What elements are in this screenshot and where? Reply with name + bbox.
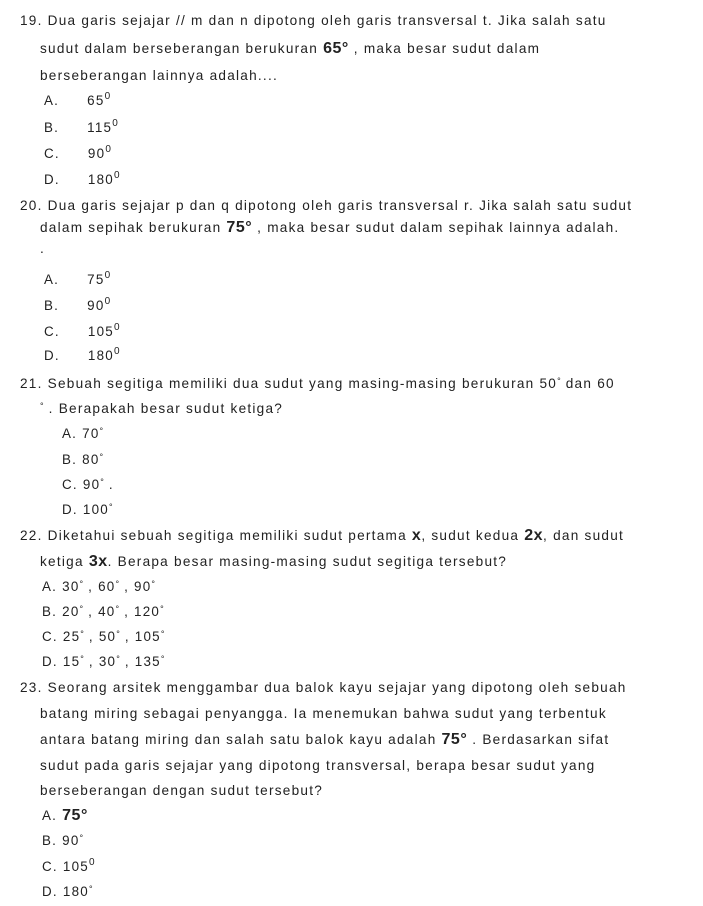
degree-mark: 0 — [114, 346, 120, 357]
option-value: 180 — [62, 884, 89, 899]
option-letter: A. — [42, 579, 58, 594]
option-value: 180 — [87, 172, 114, 187]
question-20-option-b[interactable] — [44, 297, 110, 317]
variable-3x: 3x — [88, 553, 108, 570]
question-20-option-d[interactable] — [44, 347, 120, 367]
option-letter: D. — [44, 172, 60, 187]
option-tail: . — [103, 477, 114, 492]
degree-mark: 0 — [104, 91, 111, 102]
option-value: 75° — [62, 807, 88, 824]
question-20-option-a[interactable] — [44, 271, 110, 291]
question-21-option-d[interactable] — [62, 501, 113, 520]
degree-mark: ° — [80, 629, 84, 639]
question-19-line-2 — [40, 40, 540, 58]
question-23-text: antara batang miring dan salah satu balok kayu adalah — [40, 732, 442, 747]
question-19-option-b[interactable] — [44, 119, 118, 139]
question-23-option-a[interactable] — [42, 807, 88, 825]
question-19-option-c[interactable] — [44, 145, 111, 165]
question-22-text-tail: , dan sudut — [543, 528, 625, 543]
angle-1: 25 — [62, 629, 81, 644]
question-23-line-2: batang miring sebagai penyangga. Ia menemukan bahwa sudut yang terbentuk — [40, 706, 607, 721]
option-value: 105 — [62, 859, 89, 874]
separator: , — [83, 654, 99, 669]
question-22-text-2: ketiga — [40, 554, 89, 569]
question-22-line-1 — [20, 527, 624, 545]
question-19-line-1: 19. Dua garis sejajar // m dan n dipotong oleh garis transversal t. Jika salah satu — [20, 13, 607, 28]
angle-2: 50 — [98, 629, 117, 644]
degree-mark: 0 — [112, 118, 118, 129]
degree-mark: ° — [99, 452, 104, 462]
option-letter: D. — [62, 502, 78, 517]
option-value: 65 — [87, 93, 105, 108]
option-letter: C. — [62, 477, 78, 492]
degree-mark: 0 — [114, 322, 120, 333]
option-value: 90 — [62, 833, 80, 848]
separator: , — [119, 629, 135, 644]
degree-mark: ° — [79, 833, 84, 843]
option-value: 180 — [87, 348, 114, 363]
question-21-option-c[interactable] — [62, 476, 114, 495]
question-19-text-tail: , maka besar sudut dalam — [348, 41, 541, 56]
degree-mark: 0 — [88, 857, 95, 868]
question-23-line-5: berseberangan dengan sudut tersebut? — [40, 783, 324, 798]
question-23-angle: 75° — [441, 731, 468, 748]
question-21-prompt: . Berapakah besar sudut ketiga? — [43, 401, 284, 416]
question-22-option-a[interactable] — [42, 578, 155, 597]
question-21-line-1 — [20, 375, 615, 394]
question-23-option-c[interactable] — [42, 858, 95, 878]
degree-mark: ° — [115, 579, 120, 589]
question-22-prompt: . Berapa besar masing-masing sudut segitiga tersebut? — [107, 554, 508, 569]
degree-mark: 0 — [104, 296, 111, 307]
angle-3: 135 — [134, 654, 161, 669]
option-letter: D. — [42, 884, 58, 899]
question-20-option-c[interactable] — [44, 323, 120, 343]
angle-2: 60 — [98, 579, 116, 594]
question-20-text: dalam sepihak berukuran — [40, 220, 227, 235]
option-letter: C. — [44, 146, 60, 161]
question-19-text: sudut dalam berseberangan berukuran — [40, 41, 324, 56]
option-value: 90 — [87, 298, 105, 313]
question-22-option-d[interactable] — [42, 653, 164, 672]
question-23-line-3 — [40, 731, 609, 749]
option-letter: A. — [62, 426, 78, 441]
question-21-option-b[interactable] — [62, 451, 103, 470]
question-19-option-d[interactable] — [44, 171, 120, 191]
option-letter: C. — [42, 859, 58, 874]
question-20-text-tail: , maka besar sudut dalam sepihak lainnya adalah. — [252, 220, 620, 235]
angle-1: 30 — [62, 579, 80, 594]
question-23-line-1: 23. Seorang arsitek menggambar dua balok kayu sejajar yang dipotong oleh sebuah — [20, 680, 627, 695]
option-value: 90 — [82, 477, 101, 492]
angle-2: 40 — [98, 604, 116, 619]
angle-1: 15 — [62, 654, 81, 669]
separator: , — [119, 579, 135, 594]
degree-mark: 0 — [114, 170, 120, 181]
separator: , — [83, 579, 99, 594]
option-letter: B. — [42, 604, 58, 619]
angle-3: 120 — [134, 604, 161, 619]
question-20-line-1: 20. Dua garis sejajar p dan q dipotong oleh garis transversal r. Jika salah satu sudut — [20, 198, 633, 213]
question-22-text: 22. Diketahui sebuah segitiga memiliki sudut pertama — [20, 528, 412, 543]
option-value: 100 — [82, 502, 109, 517]
question-22-option-b[interactable] — [42, 603, 164, 622]
separator: , — [119, 604, 135, 619]
option-value: 80 — [82, 452, 100, 467]
variable-x: x — [411, 527, 422, 544]
degree-mark: ° — [79, 579, 84, 589]
option-letter: A. — [44, 93, 60, 108]
option-value: 70 — [82, 426, 100, 441]
separator: , — [119, 654, 135, 669]
question-21-option-a[interactable] — [62, 425, 103, 444]
degree-mark: ° — [160, 604, 164, 614]
degree-mark: ° — [88, 884, 93, 894]
option-letter: B. — [44, 120, 60, 135]
angle-1: 20 — [62, 604, 80, 619]
question-20-line-3: . — [40, 241, 46, 256]
option-letter: A. — [42, 808, 58, 823]
degree-mark: ° — [160, 629, 165, 639]
question-22-text-mid: , sudut kedua — [421, 528, 525, 543]
degree-mark: ° — [151, 579, 156, 589]
question-19-line-3: berseberangan lainnya adalah.... — [40, 68, 279, 83]
degree-mark: ° — [115, 604, 120, 614]
question-23-option-d[interactable] — [42, 883, 93, 902]
option-letter: B. — [62, 452, 78, 467]
variable-2x: 2x — [524, 527, 544, 544]
question-19-option-a[interactable] — [44, 92, 110, 112]
degree-mark: ° — [108, 502, 113, 512]
angle-2: 30 — [98, 654, 117, 669]
degree-mark: ° — [99, 426, 104, 436]
option-letter: A. — [44, 272, 60, 287]
degree-mark: ° — [40, 401, 44, 411]
angle-3: 105 — [134, 629, 161, 644]
separator: , — [83, 604, 99, 619]
question-19-angle: 65° — [323, 40, 349, 57]
question-23-option-b[interactable] — [42, 832, 83, 851]
option-value: 75 — [87, 272, 105, 287]
degree-mark: ° — [79, 604, 84, 614]
question-23-text-tail: . Berdasarkan sifat — [467, 732, 610, 747]
option-letter: D. — [42, 654, 58, 669]
option-letter: B. — [44, 298, 60, 313]
question-20-line-2 — [40, 219, 619, 237]
degree-mark: ° — [557, 376, 561, 386]
question-21-text: 21. Sebuah segitiga memiliki dua sudut yang masing-masing berukuran 50 — [20, 376, 558, 391]
degree-mark: 0 — [105, 144, 111, 155]
question-23-line-4: sudut pada garis sejajar yang dipotong transversal, berapa besar sudut yang — [40, 758, 596, 773]
question-22-line-2 — [40, 553, 507, 571]
degree-mark: ° — [116, 654, 120, 664]
question-21-text-tail: dan 60 — [560, 376, 615, 391]
option-value: 105 — [87, 324, 114, 339]
degree-mark: 0 — [104, 270, 111, 281]
option-value: 90 — [87, 146, 106, 161]
degree-mark: ° — [116, 629, 120, 639]
option-letter: B. — [42, 833, 58, 848]
option-value: 115 — [87, 120, 113, 135]
option-letter: C. — [44, 324, 60, 339]
degree-mark: ° — [80, 654, 84, 664]
question-22-option-c[interactable] — [42, 628, 164, 647]
degree-mark: ° — [100, 477, 104, 487]
separator: , — [83, 629, 99, 644]
question-20-angle: 75° — [226, 219, 253, 236]
angle-3: 90 — [134, 579, 152, 594]
option-letter: D. — [44, 348, 60, 363]
degree-mark: ° — [160, 654, 165, 664]
option-letter: C. — [42, 629, 58, 644]
question-21-line-2 — [40, 400, 283, 419]
